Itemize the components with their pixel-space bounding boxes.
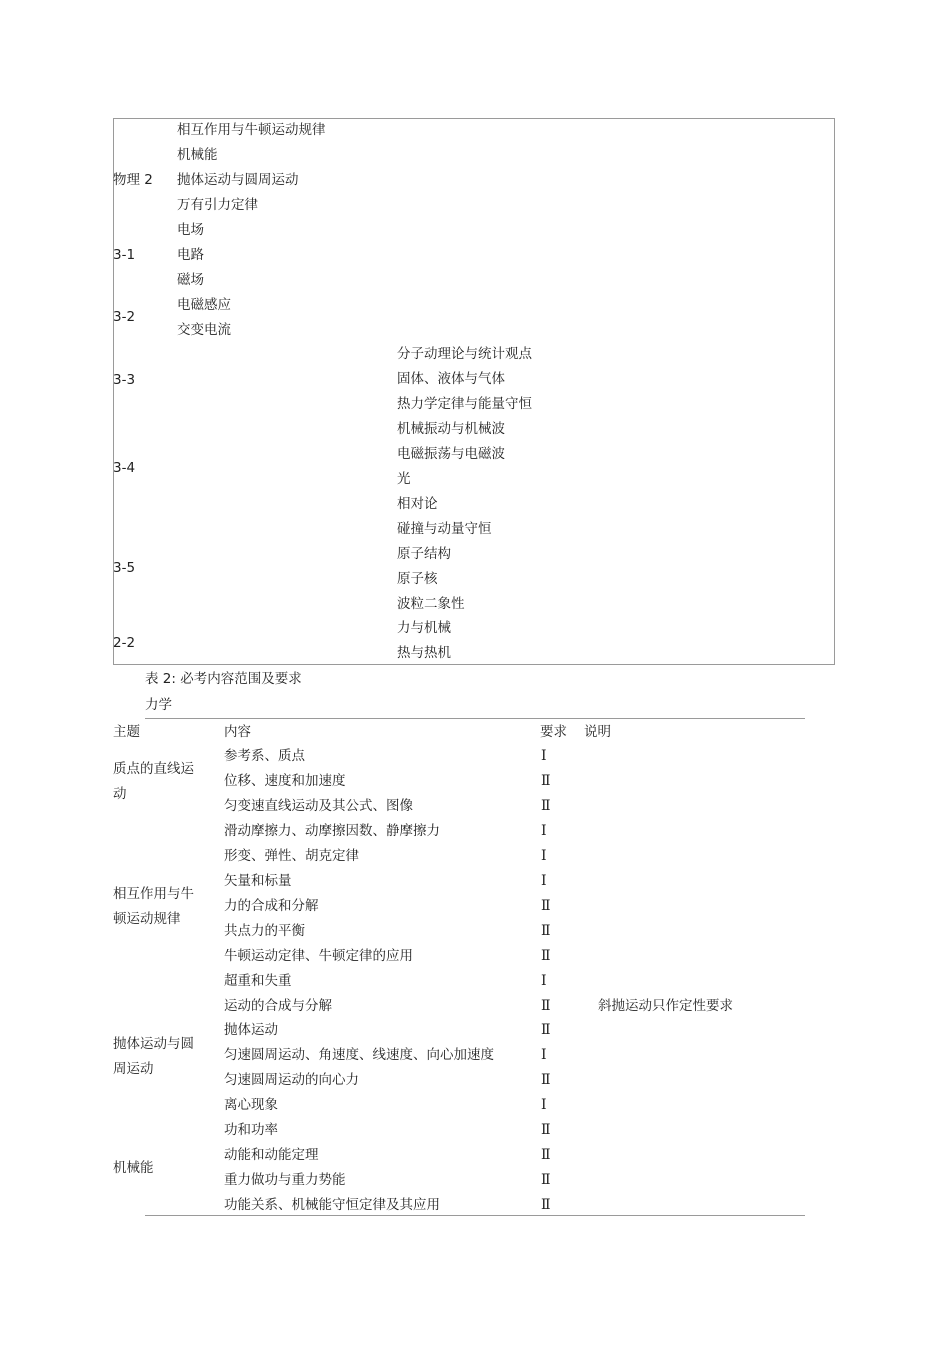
requirement-cell: Ⅱ	[541, 772, 551, 789]
content-cell: 动能和动能定理	[224, 1147, 319, 1164]
requirement-cell: Ⅰ	[541, 822, 547, 839]
module-topic: 机械振动与机械波	[397, 420, 505, 437]
module-topic: 交变电流	[177, 321, 231, 338]
topic-label: 顿运动规律	[113, 911, 181, 927]
content-cell: 匀变速直线运动及其公式、图像	[224, 797, 413, 814]
content-cell: 牛顿运动定律、牛顿定律的应用	[224, 947, 413, 964]
table2-caption: 表 2: 必考内容范围及要求	[145, 671, 302, 687]
content-cell: 匀速圆周运动、角速度、线速度、向心加速度	[224, 1047, 494, 1064]
module-label: 2-2	[113, 635, 136, 651]
module-label: 3-1	[113, 247, 136, 263]
module-topic: 电磁振荡与电磁波	[397, 445, 505, 462]
requirement-cell: Ⅱ	[541, 897, 551, 914]
requirement-cell: Ⅱ	[541, 1197, 551, 1214]
module-topic: 热与热机	[397, 645, 451, 662]
requirement-cell: Ⅱ	[541, 1122, 551, 1139]
content-cell: 位移、速度和加速度	[224, 772, 346, 789]
requirement-cell: Ⅰ	[541, 872, 547, 889]
module-topic: 光	[397, 470, 411, 487]
requirement-cell: Ⅱ	[541, 1147, 551, 1164]
module-topic: 相互作用与牛顿运动规律	[177, 122, 326, 138]
content-cell: 重力做功与重力势能	[224, 1172, 346, 1189]
module-topic: 分子动理论与统计观点	[397, 346, 532, 362]
content-cell: 匀速圆周运动的向心力	[224, 1072, 359, 1089]
requirement-cell: Ⅱ	[541, 1022, 551, 1039]
requirement-cell: Ⅱ	[541, 797, 551, 814]
content-cell: 力的合成和分解	[224, 897, 319, 914]
header-content: 内容	[224, 724, 251, 740]
content-cell: 参考系、质点	[224, 748, 305, 764]
module-topic: 抛体运动与圆周运动	[177, 171, 299, 188]
header-topic: 主题	[113, 724, 140, 740]
requirement-cell: Ⅱ	[541, 947, 551, 964]
note-cell: 斜抛运动只作定性要求	[598, 997, 733, 1014]
module-label: 物理 2	[113, 172, 153, 188]
module-topic: 电路	[177, 246, 204, 263]
module-topic: 电场	[177, 221, 204, 238]
topic-label: 动	[113, 786, 127, 802]
module-topic: 万有引力定律	[177, 196, 258, 213]
requirement-cell: Ⅰ	[541, 847, 547, 864]
module-topic: 力与机械	[397, 620, 451, 637]
section-title: 力学	[145, 697, 172, 713]
content-cell: 共点力的平衡	[224, 922, 305, 939]
topic-label: 抛体运动与圆	[113, 1036, 194, 1052]
content-cell: 矢量和标量	[224, 872, 292, 889]
requirement-cell: Ⅱ	[541, 1072, 551, 1089]
content-cell: 运动的合成与分解	[224, 997, 332, 1014]
header-requirement: 要求	[540, 724, 567, 740]
requirement-cell: Ⅰ	[541, 1047, 547, 1064]
module-label: 3-4	[113, 460, 136, 476]
content-cell: 形变、弹性、胡克定律	[224, 847, 359, 864]
table2-top-rule	[145, 718, 805, 719]
module-topic: 相对论	[397, 495, 438, 512]
content-cell: 抛体运动	[224, 1022, 278, 1039]
module-topic: 磁场	[177, 271, 204, 288]
topic-label: 质点的直线运	[113, 761, 194, 777]
topic-label: 机械能	[113, 1160, 154, 1176]
table2-bottom-rule	[145, 1215, 805, 1216]
module-topic: 固体、液体与气体	[397, 370, 505, 387]
module-topic: 波粒二象性	[397, 595, 465, 612]
module-topic: 机械能	[177, 146, 218, 163]
module-label: 3-2	[113, 309, 136, 325]
module-label: 3-3	[113, 372, 136, 388]
content-cell: 离心现象	[224, 1097, 278, 1114]
topic-label: 周运动	[113, 1061, 154, 1077]
module-topic: 电磁感应	[177, 296, 231, 313]
requirement-cell: Ⅱ	[541, 1172, 551, 1189]
content-cell: 功和功率	[224, 1122, 278, 1139]
module-topic: 原子核	[397, 570, 438, 587]
content-cell: 超重和失重	[224, 972, 292, 989]
module-topic: 热力学定律与能量守恒	[397, 395, 532, 412]
requirement-cell: Ⅱ	[541, 997, 551, 1014]
requirement-cell: Ⅱ	[541, 922, 551, 939]
module-topic: 碰撞与动量守恒	[397, 520, 492, 537]
content-cell: 滑动摩擦力、动摩擦因数、静摩擦力	[224, 822, 440, 839]
content-cell: 功能关系、机械能守恒定律及其应用	[224, 1197, 440, 1214]
topic-label: 相互作用与牛	[113, 886, 194, 902]
module-topic: 原子结构	[397, 545, 451, 562]
requirement-cell: Ⅰ	[541, 972, 547, 989]
requirement-cell: Ⅰ	[541, 1097, 547, 1114]
module-label: 3-5	[113, 560, 136, 576]
requirement-cell: Ⅰ	[541, 748, 547, 764]
header-note: 说明	[584, 724, 611, 740]
